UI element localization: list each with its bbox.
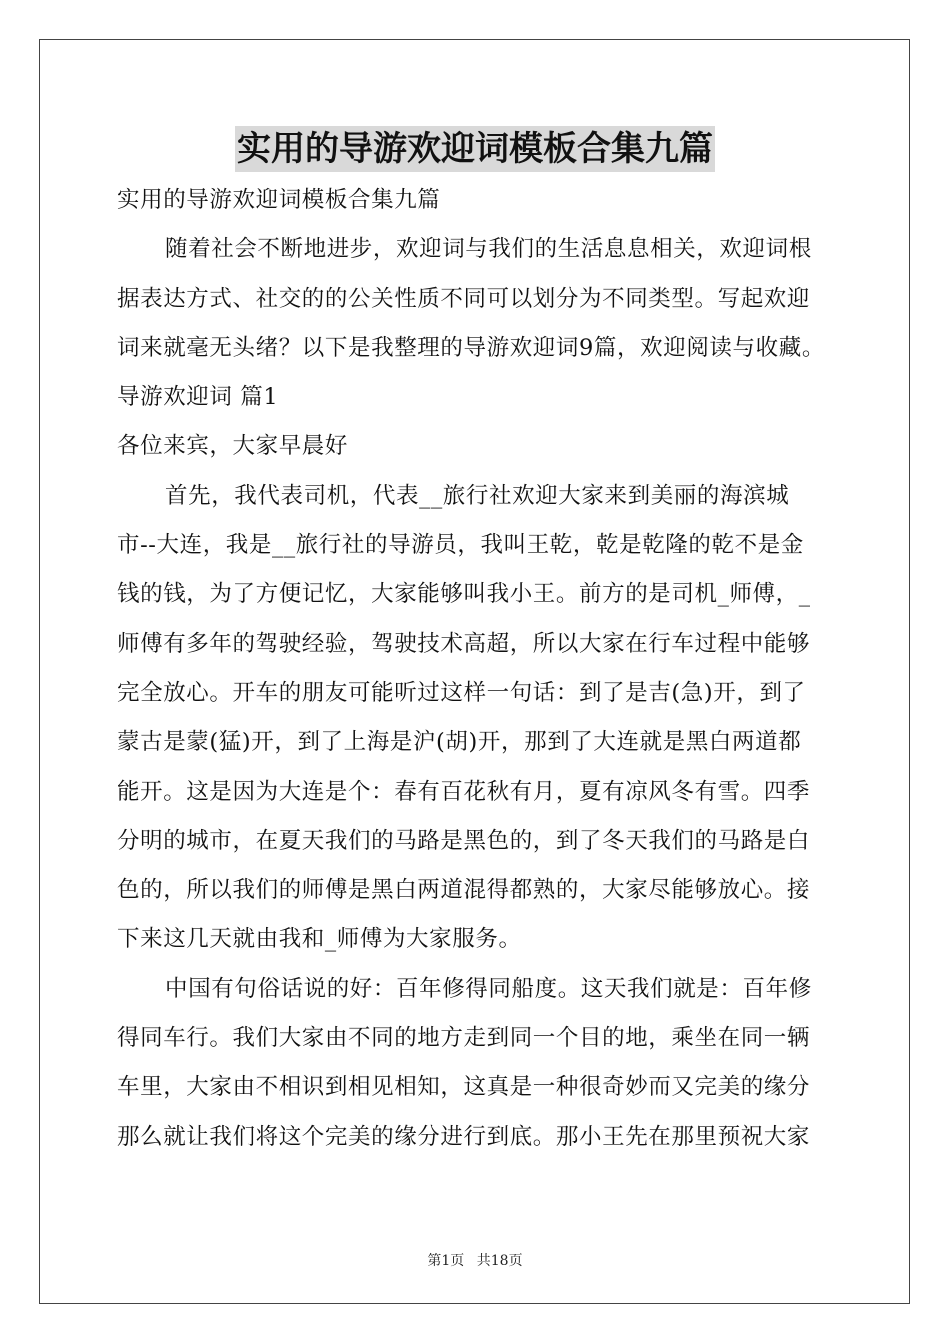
text-line: 钱的钱，为了方便记忆，大家能够叫我小王。前方的是司机_师傅，_ bbox=[117, 581, 811, 608]
page-number: 第1页 bbox=[427, 1253, 465, 1269]
text-line: 下来这几天就由我和_师傅为大家服务。 bbox=[117, 926, 522, 953]
text-line: 分明的城市，在夏天我们的马路是黑色的，到了冬天我们的马路是白 bbox=[117, 827, 811, 854]
text-line: 中国有句俗话说的好：百年修得同船度。这天我们就是：百年修 bbox=[165, 975, 812, 1002]
document-title: 实用的导游欢迎词模板合集九篇 bbox=[235, 126, 715, 172]
text-line: 各位来宾，大家早晨好 bbox=[117, 433, 349, 460]
document-body bbox=[117, 176, 839, 1162]
text-line: 首先，我代表司机，代表__旅行社欢迎大家来到美丽的海滨城 bbox=[165, 482, 790, 509]
text-line: 完全放心。开车的朋友可能听过这样一句话：到了是吉(急)开，到了 bbox=[117, 679, 806, 706]
text-line: 蒙古是蒙(猛)开，到了上海是沪(胡)开，那到了大连就是黑白两道都 bbox=[117, 729, 802, 756]
text-line: 随着社会不断地进步，欢迎词与我们的生活息息相关，欢迎词根 bbox=[165, 236, 812, 263]
text-line: 师傅有多年的驾驶经验，驾驶技术高超，所以大家在行车过程中能够 bbox=[117, 630, 811, 657]
text-line: 能开。这是因为大连是个：春有百花秋有月，夏有凉风冬有雪。四季 bbox=[117, 778, 811, 805]
text-line: 据表达方式、社交的的公关性质不同可以划分为不同类型。写起欢迎 bbox=[117, 285, 811, 312]
text-line: 那么就让我们将这个完美的缘分进行到底。那小王先在那里预祝大家 bbox=[117, 1123, 811, 1150]
text-line: 市--大连，我是__旅行社的导游员，我叫王乾，乾是乾隆的乾不是金 bbox=[117, 532, 804, 559]
page-footer bbox=[0, 1250, 950, 1270]
text-line: 车里，大家由不相识到相见相知，这真是一种很奇妙而又完美的缘分 bbox=[117, 1074, 811, 1101]
title-wrap bbox=[0, 126, 950, 172]
text-line: 色的，所以我们的师傅是黑白两道混得都熟的，大家尽能够放心。接 bbox=[117, 877, 811, 904]
section-heading: 导游欢迎词 篇1 bbox=[117, 384, 279, 411]
page-total: 共18页 bbox=[476, 1253, 523, 1269]
text-line: 词来就毫无头绪？以下是我整理的导游欢迎词9篇，欢迎阅读与收藏。 bbox=[117, 334, 825, 361]
text-line: 得同车行。我们大家由不同的地方走到同一个目的地，乘坐在同一辆 bbox=[117, 1025, 811, 1052]
text-line: 实用的导游欢迎词模板合集九篇 bbox=[117, 187, 441, 213]
